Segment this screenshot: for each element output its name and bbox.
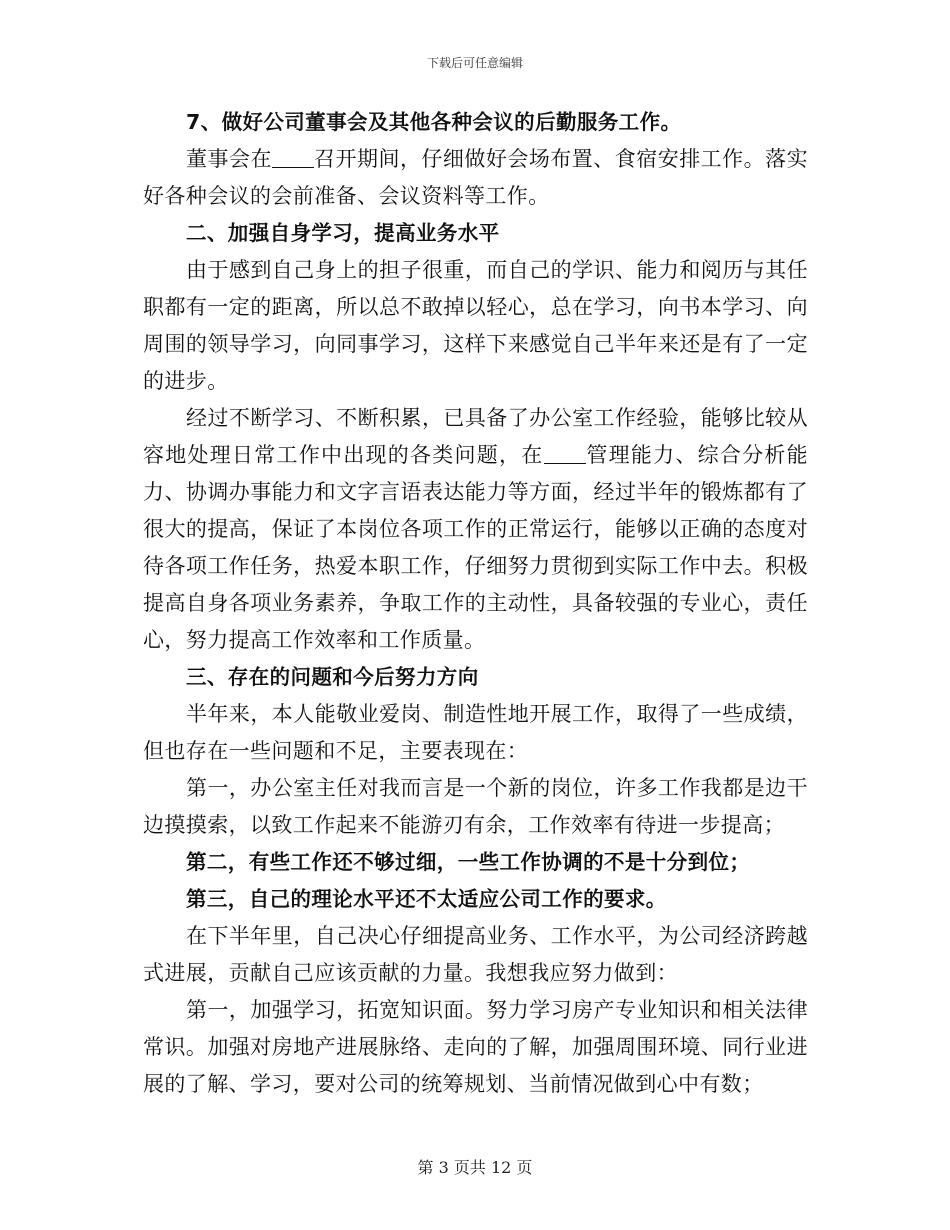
paragraph-meeting-start: 董事会在: [186, 147, 272, 171]
heading-second-issue: 第二，有些工作还不够过细，一些工作协调的不是十分到位；: [186, 850, 751, 874]
heading-third-issue: 第三，自己的理论水平还不太适应公司工作的要求。: [186, 887, 667, 911]
heading-problems: 三、存在的问题和今后努力方向: [186, 665, 479, 689]
paragraph-meeting-rest: 召开期间，仔细做好会场布置、食宿安排工作。落实好各种会议的会前准备、会议资料等工作。: [143, 147, 808, 208]
paragraph-first-issue: 第一，办公室主任对我而言是一个新的岗位，许多工作我都是边干边摸摸索，以致工作起来不能游刃有余，工作效率有待进一步提高；: [143, 776, 808, 837]
paragraph-learning: 第一，加强学习，拓宽知识面。努力学习房产专业知识和相关法律常识。加强对房地产进展脉络、走向的了解，加强周围环境、同行业进展的了解、学习，要对公司的统筹规划、当前情况做到心中有数；: [143, 998, 808, 1096]
heading-meeting-service: 7、做好公司董事会及其他各种会议的后勤服务工作。: [186, 110, 682, 134]
heading-self-study: 二、加强自身学习，提高业务水平: [186, 221, 500, 245]
page-header-note: 下载后可任意编辑: [426, 56, 523, 70]
paragraph-next-half: 在下半年里，自己决心仔细提高业务、工作水平，为公司经济跨越式进展，贡献自己应该贡献的力量。我想我应努力做到：: [143, 924, 808, 985]
blank-underline: [544, 442, 586, 464]
paragraph-meeting: [143, 141, 808, 215]
paragraph-experience-start: 经过不断学习、不断积累，已具备了办公室工作经验，能够比较从容地处理日常工作中出现的各类问题，在: [143, 406, 808, 467]
document-body: [143, 104, 808, 1103]
paragraph-half-year: 半年来，本人能敬业爱岗、制造性地开展工作，取得了一些成绩，但也存在一些问题和不足，主要表现在：: [143, 702, 808, 763]
paragraph-study: 由于感到自己身上的担子很重，而自己的学识、能力和阅历与其任职都有一定的距离，所以总不敢掉以轻心，总在学习，向书本学习、向周围的领导学习，向同事学习，这样下来感觉自己半年来还是有了一定的进步。: [143, 258, 808, 393]
page-number: 第 3 页共 12 页: [417, 1158, 533, 1177]
paragraph-experience-rest: 管理能力、综合分析能力、协调办事能力和文字言语表达能力等方面，经过半年的锻炼都有了很大的提高，保证了本岗位各项工作的正常运行，能够以正确的态度对待各项工作任务，热爱本职工作，仔细努力贯彻到实际工作中去。积极提高自身各项业务素养，争取工作的主动性，具备较强的专业心，责任心，努力提高工作效率和工作质量。: [143, 443, 808, 652]
paragraph-experience: [143, 400, 808, 659]
blank-underline: [272, 146, 314, 168]
